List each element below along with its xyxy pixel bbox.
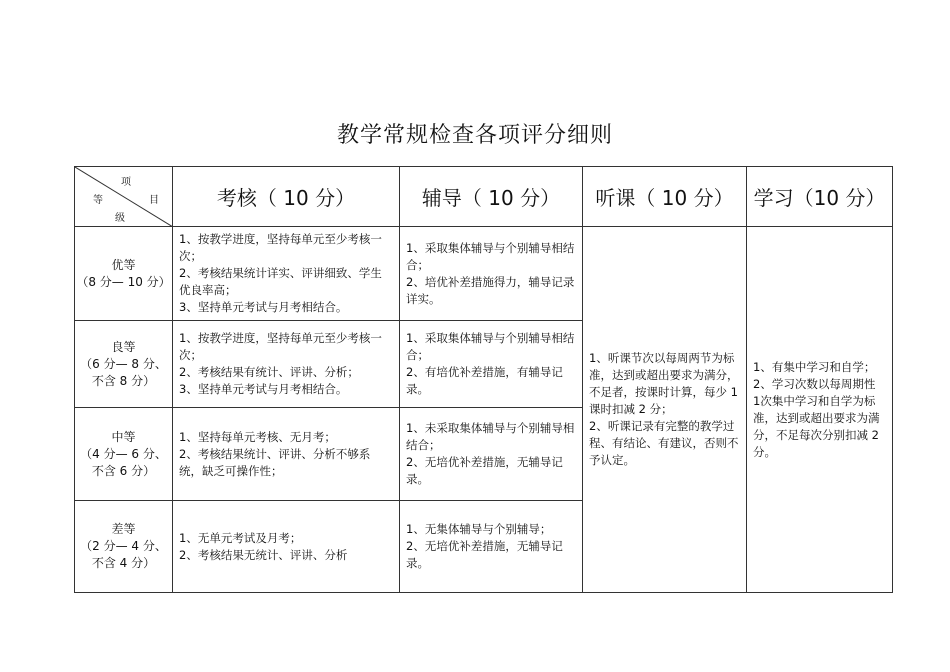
corner-label-ji: 级 bbox=[115, 213, 125, 224]
fudao-cell-good bbox=[400, 321, 583, 408]
criterion-text: 1、无集体辅导与个别辅导； bbox=[406, 522, 552, 536]
grade-range: （4 分— 6 分、 bbox=[80, 446, 167, 461]
criterion-text: 2、听课记录有完整的教学过程、有结论、有建议，否则不予认定。 bbox=[589, 419, 739, 467]
grade-cell-good bbox=[75, 321, 173, 408]
grade-range: （6 分— 8 分、 bbox=[80, 356, 167, 371]
criterion-text: 2、考核结果统计详实、评讲细致、学生优良率高； bbox=[179, 266, 382, 297]
header-kaohe: 考核（ 10 分） bbox=[173, 167, 400, 227]
xuexi-cell bbox=[747, 227, 893, 593]
page-title: 教学常规检查各项评分细则 bbox=[336, 123, 613, 148]
kaohe-cell-good bbox=[173, 321, 400, 408]
criterion-text: 3、坚持单元考试与月考相结合。 bbox=[179, 382, 348, 396]
grade-cell-medium bbox=[75, 408, 173, 501]
grade-cell-excellent bbox=[75, 227, 173, 321]
corner-label-grade: 等 bbox=[93, 195, 103, 206]
header-row bbox=[75, 167, 893, 227]
grade-name: 优等 bbox=[111, 257, 136, 272]
table-row-excellent bbox=[75, 227, 893, 321]
criterion-text: 2、无培优补差措施，无辅导记录。 bbox=[406, 455, 563, 486]
fudao-cell-medium bbox=[400, 408, 583, 501]
grade-range: 不含 6 分） bbox=[91, 463, 156, 478]
diagonal-header-cell bbox=[75, 167, 173, 227]
criterion-text: 2、有培优补差措施，有辅导记录。 bbox=[406, 365, 563, 396]
criterion-text: 1、采取集体辅导与个别辅导相结合； bbox=[406, 240, 575, 272]
grade-name: 差等 bbox=[111, 522, 136, 536]
criterion-text: 1、按教学进度，坚持每单元至少考核一次； bbox=[179, 331, 382, 362]
criterion-text: 2、考核结果统计、评讲、分析不够系统，缺乏可操作性； bbox=[179, 446, 371, 478]
kaohe-cell-excellent bbox=[173, 227, 400, 321]
grade-cell-poor bbox=[75, 501, 173, 593]
criterion-text: 1、有集中学习和自学； bbox=[753, 359, 876, 374]
fudao-cell-poor bbox=[400, 501, 583, 593]
criterion-text: 1、未采取集体辅导与个别辅导相结合； bbox=[406, 421, 575, 452]
criterion-text: 2、培优补差措施得力，辅导记录详实。 bbox=[406, 274, 575, 306]
fudao-cell-excellent bbox=[400, 227, 583, 321]
header-xuexi: 学习（10 分） bbox=[747, 167, 893, 227]
criterion-text: 1、坚持每单元考核、无月考； bbox=[179, 429, 336, 444]
header-fudao: 辅导（ 10 分） bbox=[400, 167, 583, 227]
kaohe-cell-poor bbox=[173, 501, 400, 593]
grade-range: 不含 4 分） bbox=[91, 556, 156, 570]
criterion-text: 2、考核结果有统计、评讲、分析； bbox=[179, 365, 359, 379]
header-tingke: 听课（ 10 分） bbox=[583, 167, 747, 227]
criterion-text: 2、考核结果无统计、评讲、分析 bbox=[179, 547, 348, 562]
criterion-text: 2、学习次数以每周期性 1次集中学习和自学为标准，达到或超出要求为满分，不足每次分别扣减 2 分。 bbox=[753, 376, 880, 459]
scoring-table bbox=[74, 166, 893, 593]
criterion-text: 3、坚持单元考试与月考相结合。 bbox=[179, 300, 348, 314]
tingke-cell bbox=[583, 227, 747, 593]
corner-label-mu: 目 bbox=[149, 195, 159, 206]
grade-range: （2 分— 4 分、 bbox=[80, 539, 167, 553]
grade-range: （8 分— 10 分） bbox=[76, 274, 171, 289]
criterion-text: 1、听课节次以每周两节为标准，达到或超出要求为满分，不足者，按课时计算，每少 1 课时扣减 2 分； bbox=[589, 351, 739, 416]
corner-label-item: 项 bbox=[121, 177, 131, 188]
criterion-text: 1、按教学进度，坚持每单元至少考核一次； bbox=[179, 232, 382, 263]
criterion-text: 2、无培优补差措施，无辅导记录。 bbox=[406, 539, 563, 570]
grade-range: 不含 8 分） bbox=[91, 373, 156, 388]
criterion-text: 1、采取集体辅导与个别辅导相结合； bbox=[406, 331, 575, 362]
criterion-text: 1、无单元考试及月考； bbox=[179, 530, 302, 545]
grade-name: 良等 bbox=[111, 339, 136, 354]
grade-name: 中等 bbox=[111, 429, 136, 444]
kaohe-cell-medium bbox=[173, 408, 400, 501]
